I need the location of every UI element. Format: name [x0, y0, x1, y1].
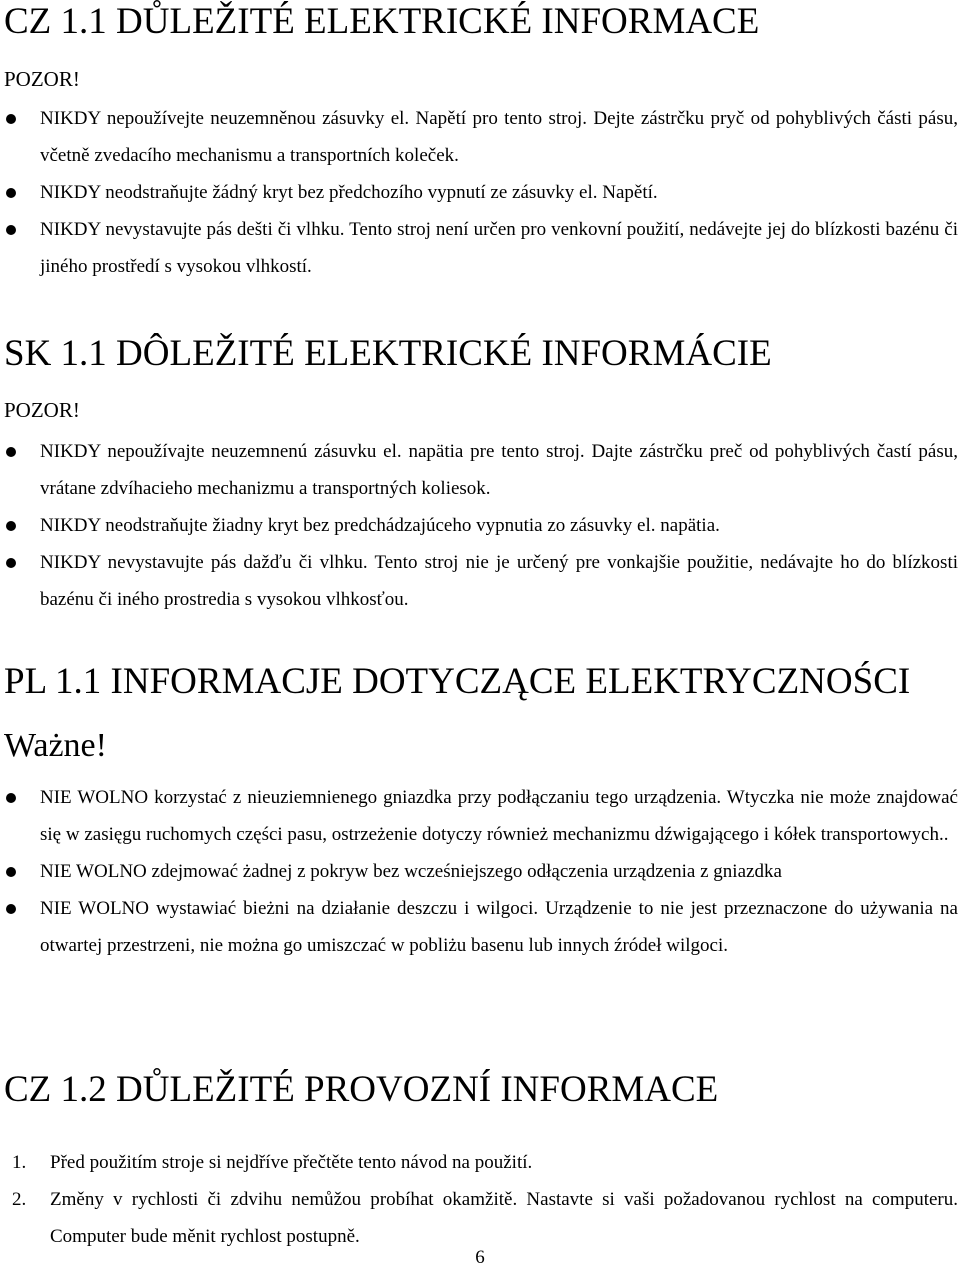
list-item: NIE WOLNO wystawiać bieżni na działanie deszczu i wilgoci. Urządzenie to nie jest przeznaczone do używania na otwartej przestrzeni, nie można go umiszczać w pobliżu basenu lub innych źródeł wilgoci.: [0, 890, 958, 964]
list-item: NIKDY nepoužívajte neuzemnenú zásuvku el. napätia pre tento stroj. Dajte zástrčku preč od pohyblivých častí pásu, vrátane zdvíhacieho mechanizmu a transportných koliesok.: [0, 433, 958, 507]
heading-sk-1-1: SK 1.1 DÔLEŽITÉ ELEKTRICKÉ INFORMÁCIE: [4, 333, 772, 374]
warning-label-pl: Ważne!: [4, 727, 107, 764]
heading-pl-1-1: PL 1.1 INFORMACJE DOTYCZĄCE ELEKTRYCZNOŚCI: [4, 661, 911, 702]
list-item: NIKDY nepoužívejte neuzemněnou zásuvky el. Napětí pro tento stroj. Dejte zástrčku pryč od pohyblivých části pásu, včetně zvedacího mechanismu a transportních koleček.: [0, 100, 958, 174]
bullet-icon: [6, 521, 16, 531]
list-item: NIKDY nevystavujte pás dešti či vlhku. Tento stroj není určen pro venkovní použití, nedávejte jej do blízkosti bazénu či jiného prostředí s vysokou vlhkostí.: [0, 211, 958, 285]
bullet-icon: [6, 447, 16, 457]
heading-cz-1-1: CZ 1.1 DŮLEŽITÉ ELEKTRICKÉ INFORMACE: [4, 1, 760, 42]
item-number: 1.: [12, 1152, 27, 1173]
list-item: NIE WOLNO korzystać z nieuziemnienego gniazdka przy podłączaniu tego urządzenia. Wtyczka nie może znajdować się w zasięgu ruchomych części pasu, ostrzeżenie dotyczy również mechanizmu dźwigającego i kółek transportowych..: [0, 779, 958, 853]
bullet-icon: [6, 867, 16, 877]
bullet-icon: [6, 188, 16, 198]
warning-label-cz: POZOR!: [4, 67, 80, 91]
bullet-icon: [6, 114, 16, 124]
heading-cz-1-2: CZ 1.2 DŮLEŽITÉ PROVOZNÍ INFORMACE: [4, 1069, 719, 1110]
bullet-icon: [6, 904, 16, 914]
list-cz-1-2: [0, 1144, 958, 1255]
page-number: 6: [475, 1247, 485, 1268]
list-item: NIKDY nevystavujte pás dažďu či vlhku. Tento stroj nie je určený pre vonkajšie použitie, nedávajte ho do blízkosti bazénu či iného prostredia s vysokou vlhkosťou.: [0, 544, 958, 618]
item-number: 2.: [12, 1189, 27, 1210]
list-item: 2. Změny v rychlosti či zdvihu nemůžou probíhat okamžitě. Nastavte si vaši požadovanou rychlost na computeru. Computer bude měnit rychlost postupně.: [0, 1181, 958, 1255]
list-item: NIKDY neodstraňujte žádný kryt bez předchozího vypnutí ze zásuvky el. Napětí.: [0, 174, 958, 211]
list-item: NIKDY neodstraňujte žiadny kryt bez predchádzajúceho vypnutia zo zásuvky el. napätia.: [0, 507, 958, 544]
bullet-icon: [6, 793, 16, 803]
warning-label-sk: POZOR!: [4, 398, 80, 422]
list-sk-1-1: [0, 433, 958, 618]
list-item: NIE WOLNO zdejmować żadnej z pokryw bez wcześniejszego odłączenia urządzenia z gniazdka: [0, 853, 958, 890]
bullet-icon: [6, 225, 16, 235]
bullet-icon: [6, 558, 16, 568]
list-item: 1. Před použitím stroje si nejdříve přečtěte tento návod na použití.: [0, 1144, 958, 1181]
list-pl-1-1: [0, 779, 958, 964]
list-cz-1-1: [0, 100, 958, 285]
